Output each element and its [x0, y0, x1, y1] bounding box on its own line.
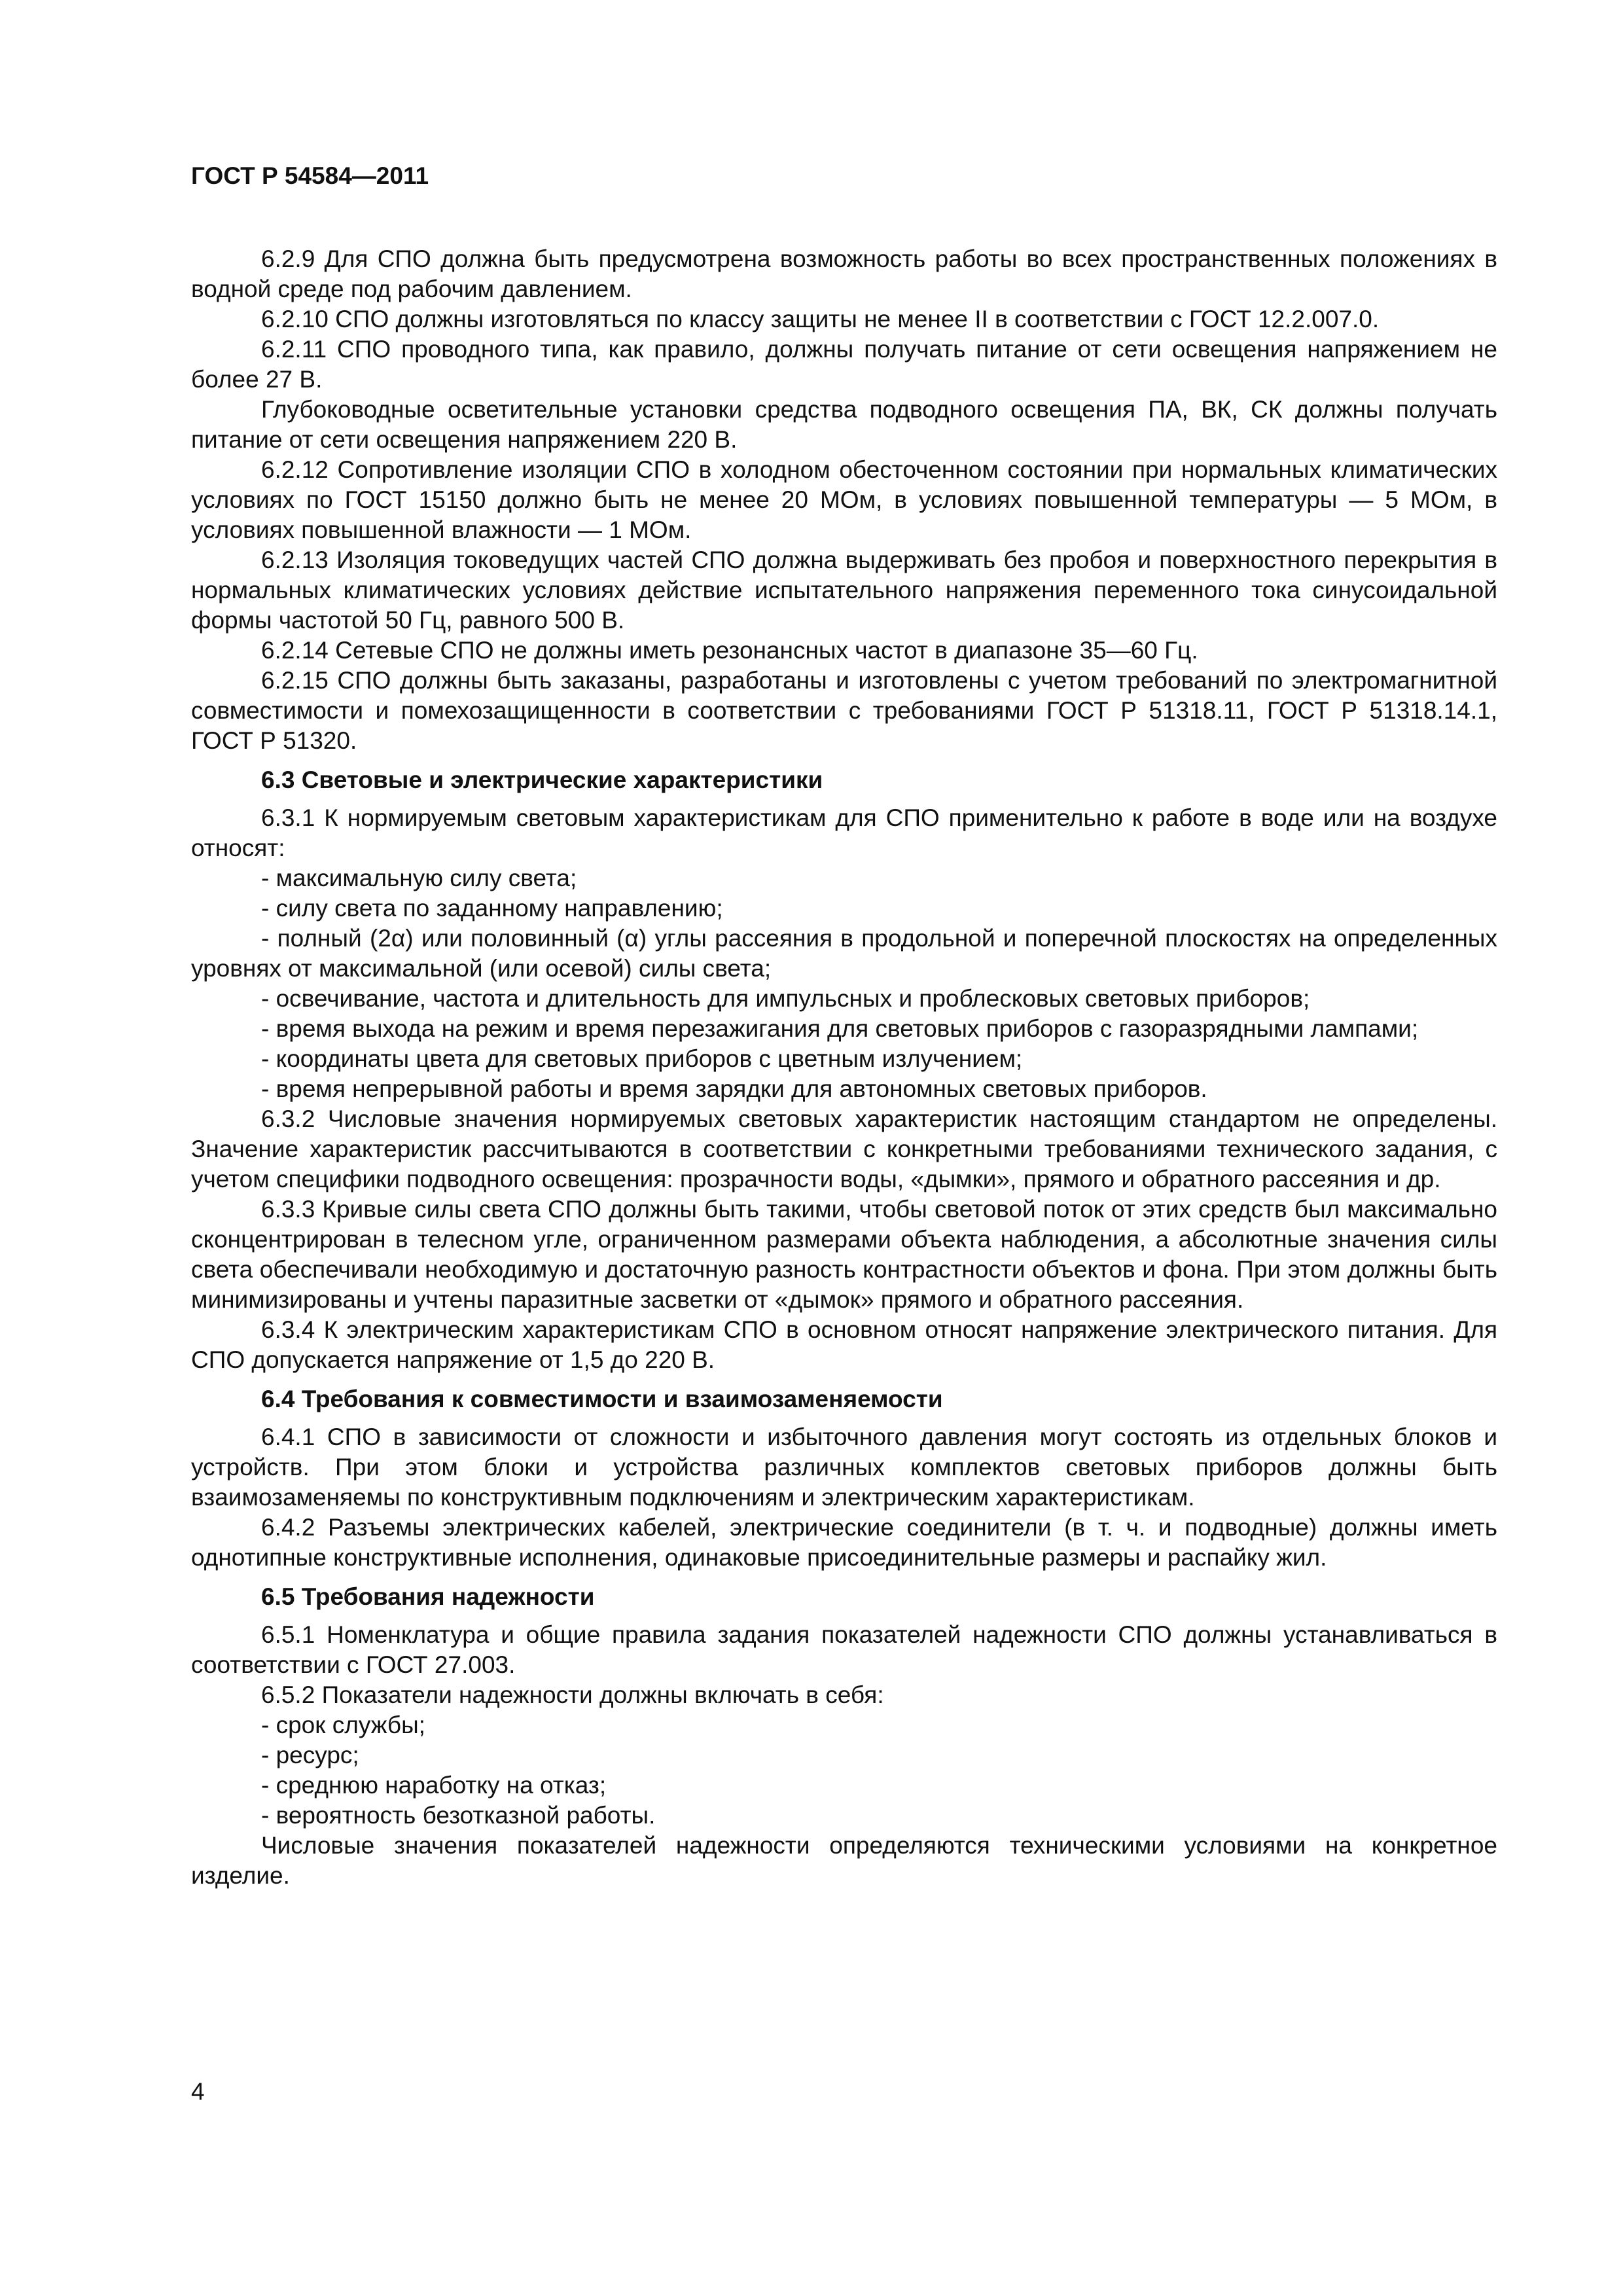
paragraph: 6.3.2 Числовые значения нормируемых световых характеристик настоящим стандартом не определены. Значение характеристик рассчитываются в соответствии с конкретными требованиями технического задания, с учетом специфики подводного освещения: прозрачности воды, «дымки», прямого и обратного рассеяния и др.	[191, 1105, 1497, 1193]
list-item: - срок службы;	[261, 1712, 425, 1738]
paragraph: 6.3.1 К нормируемым световым характеристикам для СПО применительно к работе в воде или на воздухе относят:	[191, 804, 1497, 861]
paragraph: 6.2.12 Сопротивление изоляции СПО в холодном обесточенном состоянии при нормальных климатических условиях по ГОСТ 15150 должно быть не менее 20 МОм, в условиях повышенной температуры — 5 МОм, в условиях повышенной влажности — 1 МОм.	[191, 456, 1497, 543]
list-item: - координаты цвета для световых приборов с цветным излучением;	[261, 1045, 1023, 1072]
list-item: - максимальную силу света;	[261, 865, 577, 891]
section-heading: 6.4 Требования к совместимости и взаимозаменяемости	[261, 1386, 943, 1412]
section-heading: 6.5 Требования надежности	[261, 1583, 595, 1610]
list-item: - полный (2α) или половинный (α) углы рассеяния в продольной и поперечной плоскостях на определенных уровнях от максимальной (или осевой) силы света;	[191, 925, 1497, 982]
paragraph: 6.2.15 СПО должны быть заказаны, разработаны и изготовлены с учетом требований по электромагнитной совместимости и помехозащищенности в соответствии с требованиями ГОСТ Р 51318.11, ГОСТ Р 51318.14.1, ГОСТ Р 51320.	[191, 667, 1497, 754]
list-item: - время выхода на режим и время перезажигания для световых приборов с газоразрядными лампами;	[261, 1015, 1419, 1042]
paragraph: 6.2.14 Сетевые СПО не должны иметь резонансных частот в диапазоне 35—60 Гц.	[261, 637, 1198, 664]
document-header: ГОСТ Р 54584—2011	[191, 162, 429, 189]
list-item: - время непрерывной работы и время зарядки для автономных световых приборов.	[261, 1075, 1207, 1102]
list-item: - среднюю наработку на отказ;	[261, 1772, 607, 1799]
list-item: - силу света по заданному направлению;	[261, 895, 723, 922]
paragraph: 6.3.4 К электрическим характеристикам СПО в основном относят напряжение электрического питания. Для СПО допускается напряжение от 1,5 до 220 В.	[191, 1316, 1497, 1373]
paragraph: 6.4.1 СПО в зависимости от сложности и избыточного давления могут состоять из отдельных блоков и устройств. При этом блоки и устройства различных комплектов световых приборов должны быть взаимозаменяемы по конструктивным подключениям и электрическим характеристикам.	[191, 1424, 1497, 1511]
section-heading: 6.3 Световые и электрические характеристики	[261, 766, 823, 793]
paragraph: 6.5.2 Показатели надежности должны включать в себя:	[261, 1681, 884, 1708]
paragraph: 6.2.9 Для СПО должна быть предусмотрена возможность работы во всех пространственных положениях в водной среде под рабочим давлением.	[191, 245, 1497, 302]
paragraph: 6.3.3 Кривые силы света СПО должны быть такими, чтобы световой поток от этих средств был максимально сконцентрирован в телесном угле, ограниченном размерами объекта наблюдения, а абсолютные значения силы света обеспечивали необходимую и достаточную разность контрастности объектов и фона. При этом должны быть минимизированы и учтены паразитные засветки от «дымок» прямого и обратного рассеяния.	[191, 1196, 1497, 1313]
paragraph: 6.2.13 Изоляция токоведущих частей СПО должна выдерживать без пробоя и поверхностного перекрытия в нормальных климатических условиях действие испытательного напряжения переменного тока синусоидальной формы частотой 50 Гц, равного 500 В.	[191, 547, 1497, 634]
paragraph: 6.2.10 СПО должны изготовляться по классу защиты не менее II в соответствии с ГОСТ 12.2.007.0.	[261, 306, 1380, 332]
document-body	[191, 244, 1497, 1891]
paragraph: 6.2.11 СПО проводного типа, как правило, должны получать питание от сети освещения напряжением не более 27 В.	[191, 336, 1497, 393]
list-item: - ресурс;	[261, 1742, 359, 1768]
paragraph: 6.5.1 Номенклатура и общие правила задания показателей надежности СПО должны устанавливаться в соответствии с ГОСТ 27.003.	[191, 1621, 1497, 1678]
list-item: - вероятность безотказной работы.	[261, 1802, 656, 1829]
list-item: - освечивание, частота и длительность для импульсных и проблесковых световых приборов;	[261, 985, 1310, 1012]
paragraph: 6.4.2 Разъемы электрических кабелей, электрические соединители (в т. ч. и подводные) должны иметь однотипные конструктивные исполнения, одинаковые присоединительные размеры и распайку жил.	[191, 1514, 1497, 1571]
page-number: 4	[191, 2078, 205, 2105]
paragraph: Числовые значения показателей надежности определяются техническими условиями на конкретное изделие.	[191, 1832, 1497, 1889]
paragraph: Глубоководные осветительные установки средства подводного освещения ПА, ВК, СК должны получать питание от сети освещения напряжением 220 В.	[191, 396, 1497, 453]
